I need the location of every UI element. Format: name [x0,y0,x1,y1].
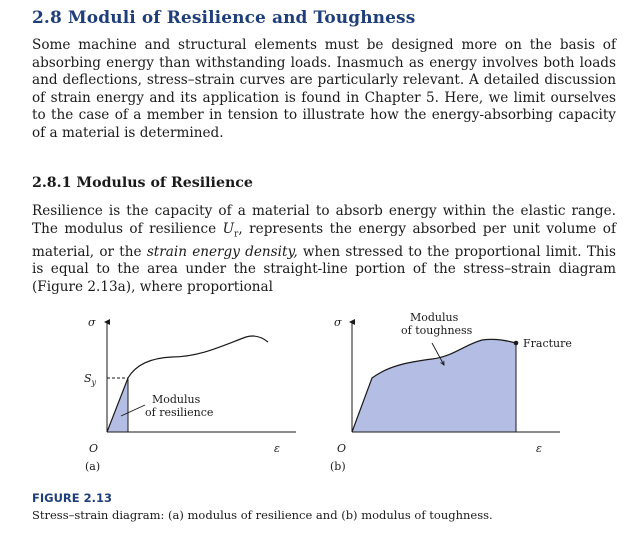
section-heading: 2.8 Moduli of Resilience and Toughness [32,8,416,28]
sigma-label-b: σ [334,316,342,329]
panel-a [84,316,296,473]
modulus-symbol: U [222,220,235,237]
panel-b-label: (b) [330,460,346,473]
origin-label-a: O [89,442,99,455]
yield-strength-symbol: S [84,372,92,385]
resilience-annotation-line2: of resilience [145,406,214,419]
resilience-annotation-line1: Modulus [152,393,201,406]
yield-strength-label [84,372,97,387]
origin-label-b: O [337,442,347,455]
figure-caption: Stress–strain diagram: (a) modulus of resilience and (b) modulus of toughness. [32,508,493,522]
panel-b [330,311,572,473]
strain-energy-term: strain energy density, [146,243,298,260]
fracture-label: Fracture [523,337,572,350]
resilience-paragraph [32,203,616,296]
intro-paragraph: Some machine and structural elements must be designed more on the basis of absorbing energy than withstanding loads. Inasmuch as energy involves both loads and deflections, stress–strain curves are particularly relevant. A detailed discussion of strain energy and its application is found in Chapter 5. Here, we limit ourselves to the case of a member in tension to illustrate how the energy-absorbing capacity of a material is determined. [32,37,616,141]
epsilon-label-a: ε [274,442,280,455]
modulus-symbol-sub: r [234,229,239,240]
subsection-heading: 2.8.1 Modulus of Resilience [32,175,253,191]
figure-label: FIGURE 2.13 [32,491,113,505]
panel-a-label: (a) [85,460,101,473]
yield-strength-sub: y [91,378,97,387]
toughness-area [352,339,516,432]
epsilon-label-b: ε [536,442,542,455]
toughness-annotation-line2: of toughness [401,324,473,337]
resilience-text-a: Resilience is the capacity of a material to absorb energy within the elastic range. The modulus of resilience [32,203,616,237]
toughness-annotation-line1: Modulus [410,311,459,324]
figure-2-13 [0,300,624,478]
fracture-point [514,341,519,346]
resilience-text-c: when stressed to the proportional limit. This is equal to the area under the straight-line portion of the stress–strain diagram (Figure 2.13a), where proportional [32,243,616,295]
sigma-label-a: σ [88,316,96,329]
resilience-text-b: , represents the energy absorbed per unit volume of material, or the [32,220,616,260]
